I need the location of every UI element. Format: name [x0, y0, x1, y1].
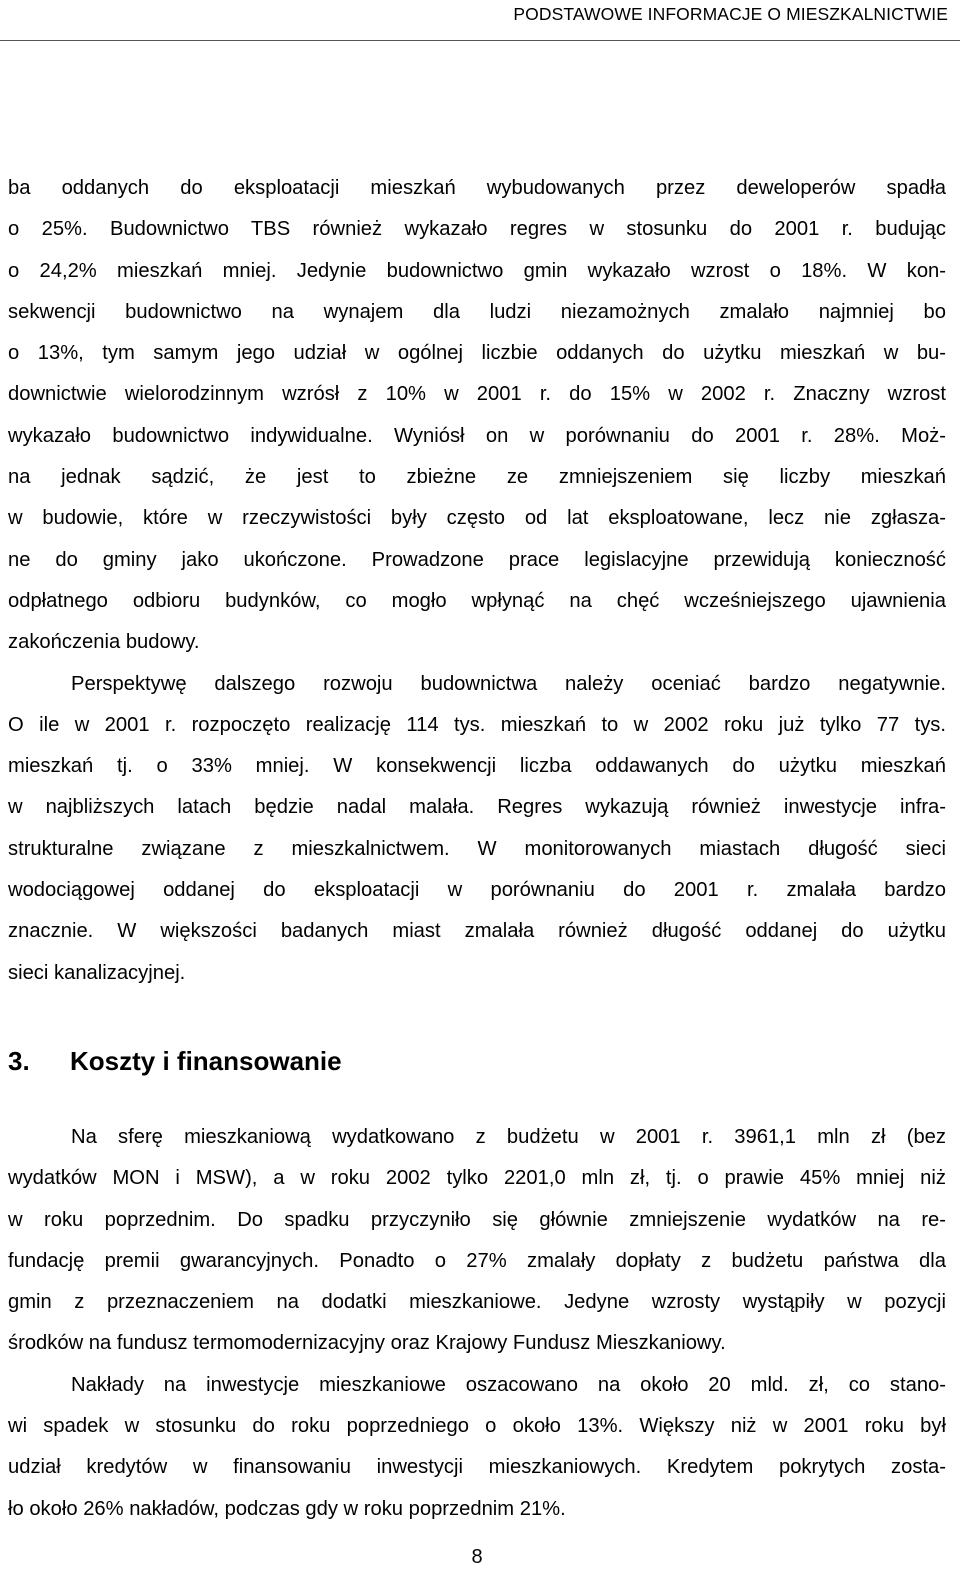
- text-line: o 13%, tym samym jego udział w ogólnej liczbie oddanych do użytku mieszkań w bu-: [8, 342, 946, 365]
- paragraph: [8, 1365, 946, 1530]
- paragraph: [8, 168, 946, 664]
- text-line: downictwie wielorodzinnym wzrósł z 10% w 2001 r. do 15% w 2002 r. Znaczny wzrost: [8, 383, 946, 406]
- text-line: O ile w 2001 r. rozpoczęto realizację 114 tys. mieszkań to w 2002 roku już tylko 77 tys.: [8, 713, 946, 736]
- text-line: wi spadek w stosunku do roku poprzedniego o około 13%. Większy niż w 2001 roku był: [8, 1415, 946, 1438]
- text-line: ne do gminy jako ukończone. Prowadzone prace legislacyjne przewidują konieczność: [8, 548, 946, 571]
- text-line: mieszkań tj. o 33% mniej. W konsekwencji liczba oddawanych do użytku mieszkań: [8, 755, 946, 778]
- text-line: zakończenia budowy.: [8, 631, 200, 654]
- text-line: w najbliższych latach będzie nadal malała. Regres wykazują również inwestycje infra-: [8, 796, 946, 819]
- text-line: wodociągowej oddanej do eksploatacji w porównaniu do 2001 r. zmalała bardzo: [8, 879, 946, 902]
- body-text-section-1: [8, 168, 946, 994]
- section-number: 3.: [8, 1046, 30, 1076]
- text-line: fundację premii gwarancyjnych. Ponadto o 27% zmalały dopłaty z budżetu państwa dla: [8, 1249, 946, 1272]
- text-line: Nakłady na inwestycje mieszkaniowe oszacowano na około 20 mld. zł, co stano-: [71, 1373, 946, 1396]
- text-line: strukturalne związane z mieszkalnictwem. W monitorowanych miastach długość sieci: [8, 837, 946, 860]
- paragraph: [8, 664, 946, 994]
- text-line: o 25%. Budownictwo TBS również wykazało regres w stosunku do 2001 r. budując: [8, 218, 946, 241]
- text-line: środków na fundusz termomodernizacyjny oraz Krajowy Fundusz Mieszkaniowy.: [8, 1332, 726, 1355]
- text-line: odpłatnego odbioru budynków, co mogło wpłynąć na chęć wcześniejszego ujawnienia: [8, 589, 946, 612]
- text-line: ba oddanych do eksploatacji mieszkań wybudowanych przez deweloperów spadła: [8, 177, 946, 199]
- page-number: 8: [471, 1546, 483, 1568]
- section-title: Koszty i finansowanie: [70, 1046, 342, 1076]
- text-line: sieci kanalizacyjnej.: [8, 961, 186, 984]
- text-line: w roku poprzednim. Do spadku przyczyniło się głównie zmniejszenie wydatków na re-: [8, 1208, 946, 1231]
- text-line: na jednak sądzić, że jest to zbieżne ze zmniejszeniem się liczby mieszkań: [8, 466, 946, 489]
- text-line: udział kredytów w finansowaniu inwestycji mieszkaniowych. Kredytem pokrytych zosta-: [8, 1456, 946, 1479]
- header-divider: [0, 40, 960, 41]
- body-text-section-2: [8, 1117, 946, 1530]
- paragraph: [8, 1117, 946, 1365]
- text-line: gmin z przeznaczeniem na dodatki mieszkaniowe. Jedyne wzrosty wystąpiły w pozycji: [8, 1291, 946, 1314]
- text-line: ło około 26% nakładów, podczas gdy w roku poprzednim 21%.: [8, 1497, 566, 1520]
- text-line: znacznie. W większości badanych miast zmalała również długość oddanej do użytku: [8, 920, 946, 943]
- text-line: Perspektywę dalszego rozwoju budownictwa należy oceniać bardzo negatywnie.: [71, 672, 946, 695]
- section-heading: [8, 1046, 342, 1077]
- text-line: sekwencji budownictwo na wynajem dla ludzi niezamożnych zmalało najmniej bo: [8, 300, 946, 323]
- text-line: Na sferę mieszkaniową wydatkowano z budżetu w 2001 r. 3961,1 mln zł (bez: [71, 1126, 946, 1148]
- text-line: wykazało budownictwo indywidualne. Wyniósł on w porównaniu do 2001 r. 28%. Moż-: [8, 424, 946, 447]
- text-line: wydatków MON i MSW), a w roku 2002 tylko 2201,0 mln zł, tj. o prawie 45% mniej niż: [8, 1167, 946, 1190]
- text-line: w budowie, które w rzeczywistości były często od lat eksploatowane, lecz nie zgłasza-: [8, 507, 946, 530]
- running-header: PODSTAWOWE INFORMACJE O MIESZKALNICTWIE: [513, 4, 948, 24]
- text-line: o 24,2% mieszkań mniej. Jedynie budownictwo gmin wykazało wzrost o 18%. W kon-: [8, 259, 946, 282]
